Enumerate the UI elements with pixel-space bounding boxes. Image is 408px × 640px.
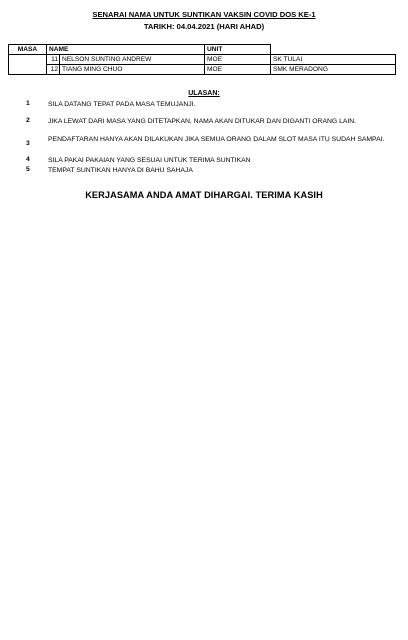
column-header-name: NAME bbox=[47, 45, 205, 55]
notes-heading: ULASAN: bbox=[188, 90, 220, 97]
header-spacer bbox=[271, 45, 396, 55]
note-number: 5 bbox=[26, 166, 30, 173]
masa-cell bbox=[9, 55, 47, 75]
row-name: TIANG MING CHUO bbox=[60, 65, 205, 75]
row-school: SMK MERADONG bbox=[271, 65, 396, 75]
note-text: JIKA LEWAT DARI MASA YANG DITETAPKAN, NAMA AKAN DITUKAR DAN DIGANTI ORANG LAIN. bbox=[48, 118, 357, 125]
note-number: 3 bbox=[26, 140, 30, 147]
table-row bbox=[9, 65, 396, 75]
note-number: 1 bbox=[26, 100, 30, 107]
note-number: 2 bbox=[26, 117, 30, 124]
note-text: PENDAFTARAN HANYA AKAN DILAKUKAN JIKA SEMUA ORANG DALAM SLOT MASA ITU SUDAH SAMPAI. bbox=[48, 136, 385, 143]
column-header-unit: UNIT bbox=[205, 45, 271, 55]
row-school: SK TULAI bbox=[271, 55, 396, 65]
note-number: 4 bbox=[26, 156, 30, 163]
row-number: 11 bbox=[47, 55, 60, 65]
table-row bbox=[9, 55, 396, 65]
row-unit: MOE bbox=[205, 65, 271, 75]
note-text: SILA DATANG TEPAT PADA MASA TEMUJANJI. bbox=[48, 101, 196, 108]
note-text: TEMPAT SUNTIKAN HANYA DI BAHU SAHAJA bbox=[48, 167, 193, 174]
note-text: SILA PAKAI PAKAIAN YANG SESUAI UNTUK TERIMA SUNTIKAN bbox=[48, 157, 251, 164]
document-date: TARIKH: 04.04.2021 (HARI AHAD) bbox=[143, 22, 265, 31]
closing-message: KERJASAMA ANDA AMAT DIHARGAI. TERIMA KASIH bbox=[85, 190, 323, 200]
vaccination-schedule-table bbox=[8, 44, 396, 75]
row-unit: MOE bbox=[205, 55, 271, 65]
document-title: SENARAI NAMA UNTUK SUNTIKAN VAKSIN COVID DOS KE-1 bbox=[92, 10, 316, 19]
row-name: NELSON SUNTING ANDREW bbox=[60, 55, 205, 65]
row-number: 12 bbox=[47, 65, 60, 75]
table-header-row bbox=[9, 45, 396, 55]
column-header-masa: MASA bbox=[9, 45, 47, 55]
